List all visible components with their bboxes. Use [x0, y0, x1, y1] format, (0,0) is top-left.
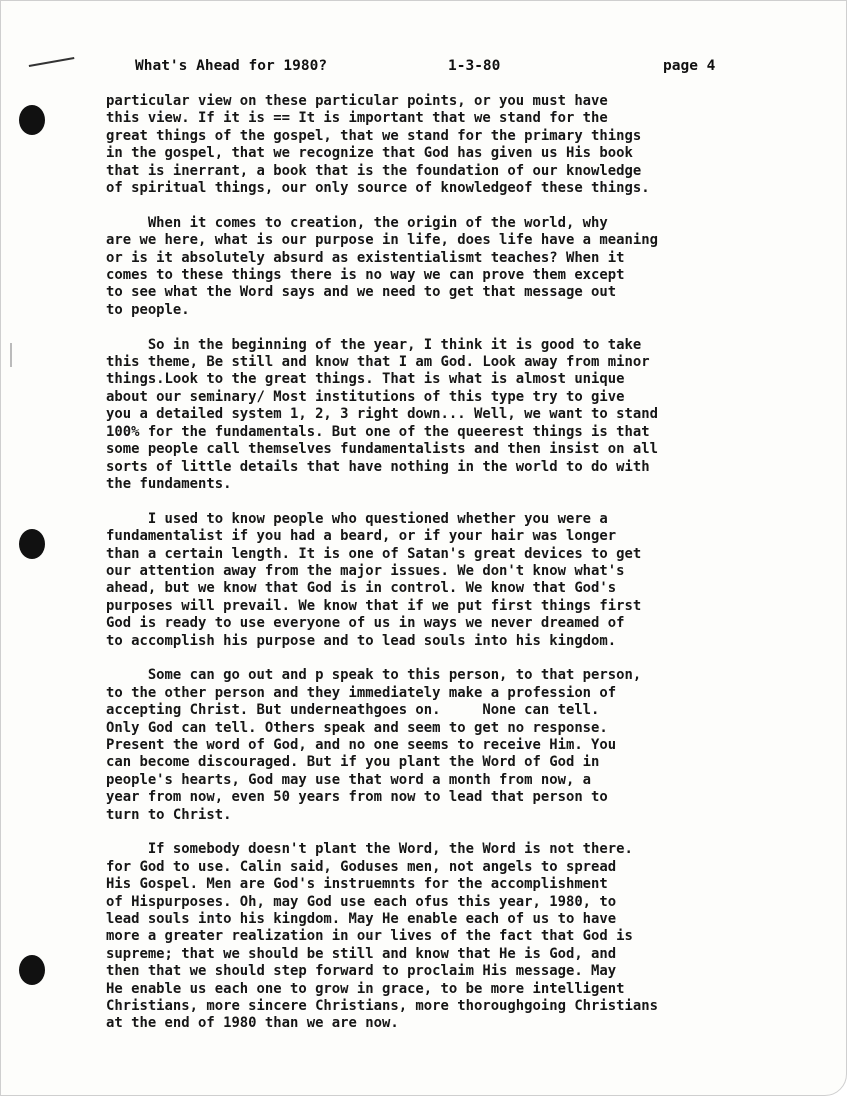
text-line: the fundaments. [106, 475, 232, 492]
text-line: for God to use. Calin said, Goduses men, not angels to spread [106, 858, 617, 875]
header-title: What's Ahead for 1980? [135, 58, 328, 74]
text-line: you a detailed system 1, 2, 3 right down... Well, we want to stand [106, 406, 658, 423]
text-line: of spiritual things, our only source of knowledgeof these things. [106, 180, 650, 197]
text-line: more a greater realization in our lives of the fact that God is [106, 928, 633, 945]
paragraph [106, 511, 806, 650]
paragraph [106, 93, 806, 197]
text-line: Some can go out and p speak to this person, to that person, [106, 667, 642, 684]
text-line: to see what the Word says and we need to get that message out [106, 284, 617, 301]
text-line: great things of the gospel, that we stand for the primary things [106, 127, 642, 144]
text-line: Christians, more sincere Christians, more thoroughgoing Christians [106, 998, 658, 1015]
text-line: to people. [106, 301, 190, 318]
paragraph [106, 841, 806, 1032]
margin-mark [10, 343, 12, 367]
pen-mark [29, 57, 76, 72]
text-line: things.Look to the great things. That is what is almost unique [106, 371, 625, 388]
text-line: His Gospel. Men are God's instruemnts for the accomplishment [106, 876, 608, 893]
paragraph [106, 215, 806, 319]
text-line: of Hispurposes. Oh, may God use each ofus this year, 1980, to [106, 893, 617, 910]
text-line: God is ready to use everyone of us in ways we never dreamed of [106, 615, 625, 632]
text-line: about our seminary/ Most institutions of this type try to give [106, 388, 625, 405]
text-line: this theme, Be still and know that I am God. Look away from minor [106, 354, 650, 371]
text-line: Only God can tell. Others speak and seem to get no response. [106, 719, 608, 736]
document-body [106, 93, 806, 1050]
text-line: or is it absolutely absurd as existentialismt teaches? When it [106, 249, 625, 266]
text-line: at the end of 1980 than we are now. [106, 1015, 399, 1032]
text-line: can become discouraged. But if you plant the Word of God in [106, 754, 600, 771]
text-line: our attention away from the major issues. We don't know what's [106, 562, 625, 579]
text-line: turn to Christ. [106, 806, 232, 823]
text-line: lead souls into his kingdom. May He enable each of us to have [106, 911, 617, 928]
text-line: to accomplish his purpose and to lead souls into his kingdom. [106, 632, 617, 649]
header-date: 1-3-80 [448, 58, 501, 74]
text-line: fundamentalist if you had a beard, or if your hair was longer [106, 528, 617, 545]
text-line: sorts of little details that have nothing in the world to do with [106, 458, 650, 475]
text-line: then that we should step forward to proclaim His message. May [106, 963, 617, 980]
text-line: some people call themselves fundamentalists and then insist on all [106, 441, 658, 458]
text-line: are we here, what is our purpose in life, does life have a meaning [106, 232, 658, 249]
header-page-number: page 4 [663, 58, 716, 74]
text-line: He enable us each one to grow in grace, to be more intelligent [106, 980, 625, 997]
text-line: 100% for the fundamentals. But one of the queerest things is that [106, 423, 650, 440]
paragraph [106, 337, 806, 494]
binder-hole-top [19, 105, 45, 135]
text-line: to the other person and they immediately make a profession of [106, 684, 617, 701]
text-line: When it comes to creation, the origin of the world, why [106, 214, 608, 231]
paragraph [106, 667, 806, 824]
text-line: comes to these things there is no way we can prove them except [106, 267, 625, 284]
text-line: supreme; that we should be still and know that He is God, and [106, 945, 617, 962]
text-line: in the gospel, that we recognize that God has given us His book [106, 145, 633, 162]
text-line: ahead, but we know that God is in control. We know that God's [106, 580, 617, 597]
text-line: year from now, even 50 years from now to lead that person to [106, 789, 608, 806]
binder-hole-middle [19, 529, 45, 559]
text-line: purposes will prevail. We know that if we put first things first [106, 597, 642, 614]
text-line: this view. If it is == It is important that we stand for the [106, 110, 608, 127]
binder-hole-bottom [19, 955, 45, 985]
text-line: I used to know people who questioned whether you were a [106, 510, 608, 527]
text-line: than a certain length. It is one of Satan's great devices to get [106, 545, 642, 562]
text-line: accepting Christ. But underneathgoes on. None can tell. [106, 702, 600, 719]
text-line: If somebody doesn't plant the Word, the Word is not there. [106, 841, 633, 858]
text-line: Present the word of God, and no one seems to receive Him. You [106, 736, 617, 753]
text-line: that is inerrant, a book that is the foundation of our knowledge [106, 162, 642, 179]
text-line: So in the beginning of the year, I think it is good to take [106, 336, 642, 353]
text-line: particular view on these particular points, or you must have [106, 93, 608, 109]
text-line: people's hearts, God may use that word a month from now, a [106, 771, 592, 788]
